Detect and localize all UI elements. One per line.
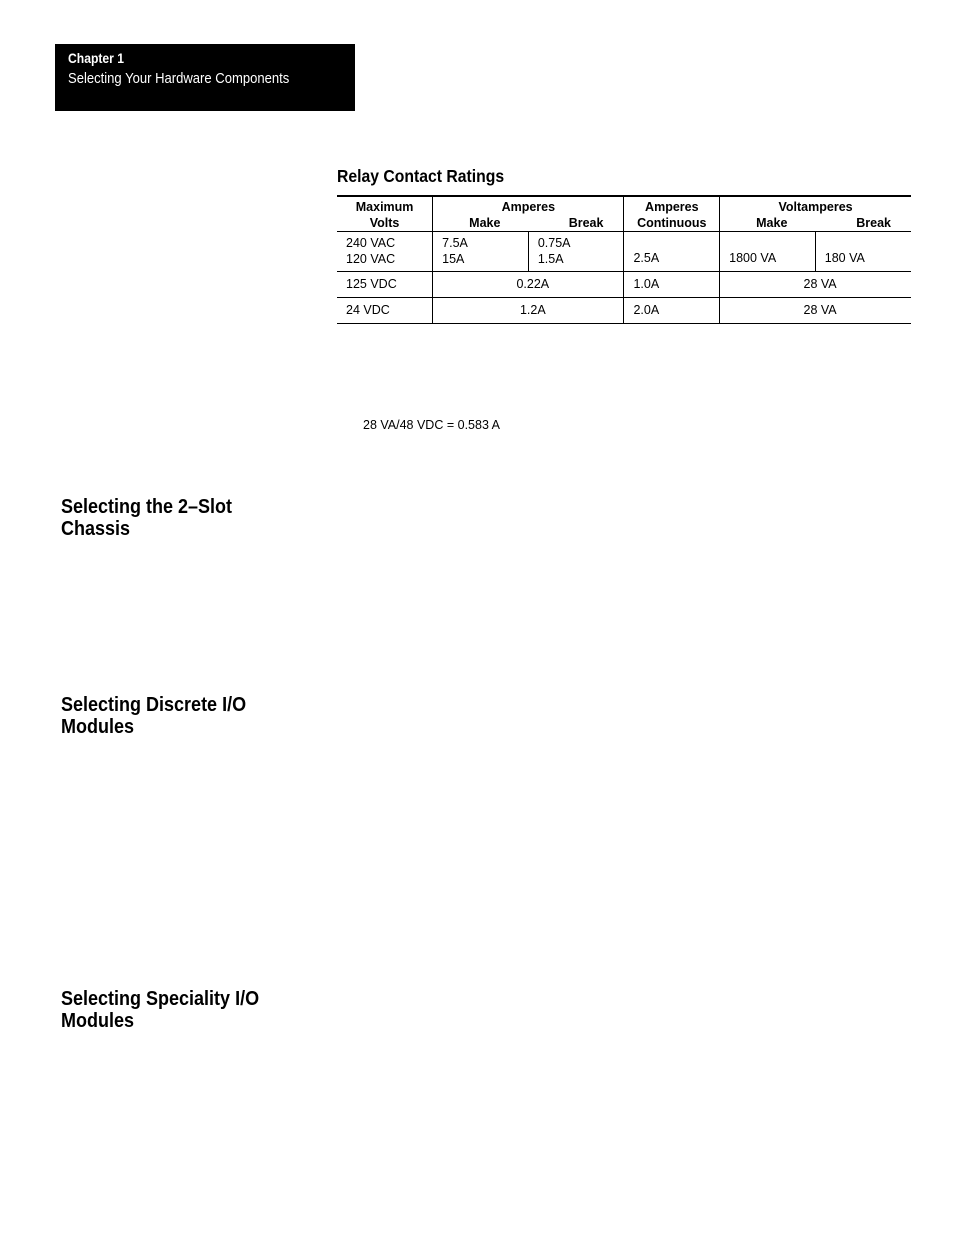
- header-va-make: Make: [756, 216, 788, 230]
- cell-make-line1: 7.5A: [442, 236, 468, 250]
- table-header-row: [337, 196, 911, 232]
- cell-continuous: 1.0A: [624, 272, 720, 298]
- section-heading-chassis: Selecting the 2–Slot Chassis: [61, 496, 233, 540]
- header-max-volts-line2: Volts: [369, 216, 400, 230]
- cell-amperes: 0.22A: [433, 272, 624, 298]
- cell-va-make: 1800 VA: [720, 232, 816, 272]
- relay-contact-ratings-table: [337, 195, 911, 324]
- chapter-header: [55, 44, 355, 111]
- cell-voltamperes: 28 VA: [720, 298, 911, 324]
- cell-volts-line2: 120 VAC: [346, 252, 396, 266]
- header-amperes-continuous-line1: Amperes: [645, 200, 699, 214]
- header-amperes-label: Amperes: [501, 200, 556, 214]
- header-voltamperes-label: Voltamperes: [778, 200, 853, 214]
- header-amperes-sub: [433, 215, 623, 231]
- header-va-break: Break: [856, 216, 891, 230]
- cell-volts-line1: 240 VAC: [346, 236, 396, 250]
- header-amperes: [433, 196, 624, 232]
- cell-break-line2: 1.5A: [537, 252, 564, 266]
- cell-continuous: 2.0A: [624, 298, 720, 324]
- cell-va-break: 180 VA: [815, 232, 911, 272]
- header-voltamperes-sub: [720, 215, 911, 231]
- header-amperes-continuous-line2: Continuous: [637, 216, 707, 230]
- cell-amperes: 1.2A: [433, 298, 624, 324]
- cell-amperes-break: [528, 232, 624, 272]
- header-amperes-continuous: [624, 196, 720, 232]
- header-amperes-break: Break: [568, 216, 604, 230]
- chapter-subtitle: Selecting Your Hardware Components: [68, 71, 290, 87]
- section-heading-speciality-io: Selecting Speciality I/O Modules: [61, 988, 260, 1032]
- header-voltamperes: [720, 196, 911, 232]
- header-max-volts: [337, 196, 433, 232]
- cell-continuous: 2.5A: [624, 232, 720, 272]
- table-row: [337, 298, 911, 324]
- table-row: [337, 272, 911, 298]
- header-amperes-make: Make: [469, 216, 501, 230]
- header-max-volts-line1: Maximum: [355, 200, 414, 214]
- cell-volts: 125 VDC: [346, 277, 397, 291]
- table-row: [337, 232, 911, 272]
- table-title: Relay Contact Ratings: [337, 166, 505, 186]
- cell-voltamperes: 28 VA: [720, 272, 911, 298]
- cell-volts: [337, 232, 433, 272]
- chapter-label: Chapter 1: [68, 51, 125, 66]
- cell-volts: 24 VDC: [346, 303, 390, 317]
- cell-amperes-make: [433, 232, 529, 272]
- cell-break-line1: 0.75A: [537, 236, 571, 250]
- calculation-note: 28 VA/48 VDC = 0.583 A: [363, 418, 501, 432]
- section-heading-discrete-io: Selecting Discrete I/O Modules: [61, 694, 247, 738]
- cell-make-line2: 15A: [442, 252, 465, 266]
